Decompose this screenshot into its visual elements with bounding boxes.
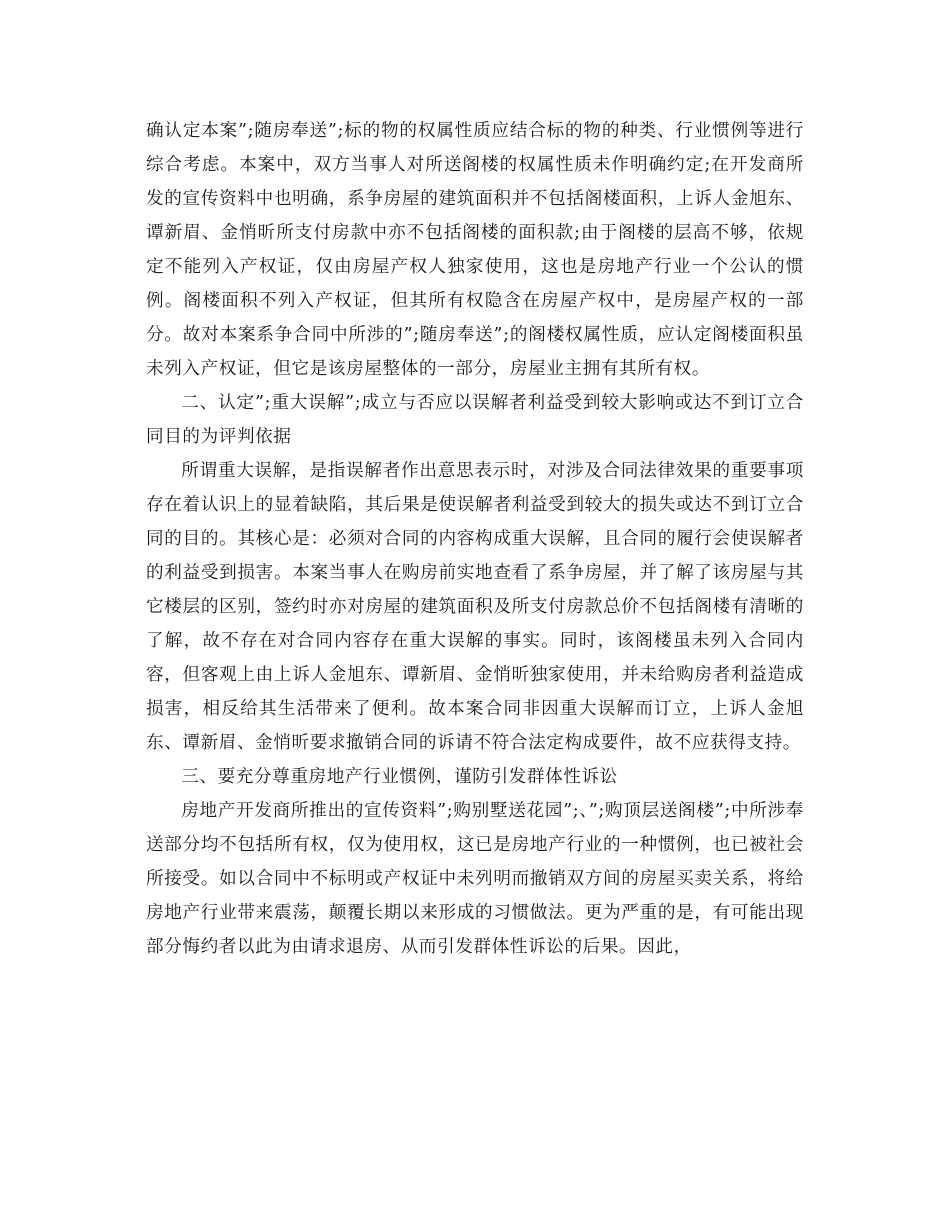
heading-industry-practice: 三、要充分尊重房地产行业惯例，谨防引发群体性诉讼 — [181, 767, 618, 787]
document-body — [146, 114, 804, 964]
paragraph-attic-ownership: 确认定本案”;随房奉送”;标的物的权属性质应结合标的物的种类、行业惯例等进行综合考虑。本案中，双方当事人对所送阁楼的权属性质未作明确约定;在开发商所发的宣传资料中也明确，系争房屋的建筑面积并不包括阁楼面积，上诉人金旭东、谭新眉、金悄昕所支付房款中亦不包括阁楼的面积款;由于阁楼的层高不够，依规定不能列入产权证，仅由房屋产权人独家使用，这也是房地产行业一个公认的惯例。阁楼面积不列入产权证，但其所有权隐含在房屋产权中，是房屋产权的一部分。故对本案系争合同中所涉的”;随房奉送”;的阁楼权属性质，应认定阁楼面积虽未列入产权证，但它是该房屋整体的一部分，房屋业主拥有其所有权。 — [146, 121, 804, 379]
paragraph-major-misunderstanding: 所谓重大误解，是指误解者作出意思表示时，对涉及合同法律效果的重要事项存在着认识上的显着缺陷，其后果是使误解者利益受到较大的损失或达不到订立合同的目的。其核心是：必须对合同的内容构成重大误解，且合同的履行会使误解者的利益受到损害。本案当事人在购房前实地查看了系争房屋，并了解了该房屋与其它楼层的区别，签约时亦对房屋的建筑面积及所支付房款总价不包括阁楼有清晰的了解，故不存在对合同内容存在重大误解的事实。同时，该阁楼虽未列入合同内容，但客观上由上诉人金旭东、谭新眉、金悄昕独家使用，并未给购房者利益造成损害，相反给其生活带来了便利。故本案合同非因重大误解而订立，上诉人金旭东、谭新眉、金悄昕要求撤销合同的诉请不符合法定构成要件，故不应获得支持。 — [146, 461, 804, 753]
paragraph-industry-practice: 房地产开发商所推出的宣传资料”;购别墅送花园”;、”;购顶层送阁楼”;中所涉奉送部分均不包括所有权，仅为使用权，这已是房地产行业的一种惯例，也已被社会所接受。如以合同中不标明或产权证中未列明而撤销双方间的房屋买卖关系，将给房地产行业带来震荡，颠覆长期以来形成的习惯做法。更为严重的是，有可能出现部分悔约者以此为由请求退房、从而引发群体性诉讼的后果。因此， — [146, 801, 804, 957]
heading-major-misunderstanding: 二、认定”;重大误解”;成立与否应以误解者利益受到较大影响或达不到订立合同目的为评判依据 — [146, 393, 804, 447]
